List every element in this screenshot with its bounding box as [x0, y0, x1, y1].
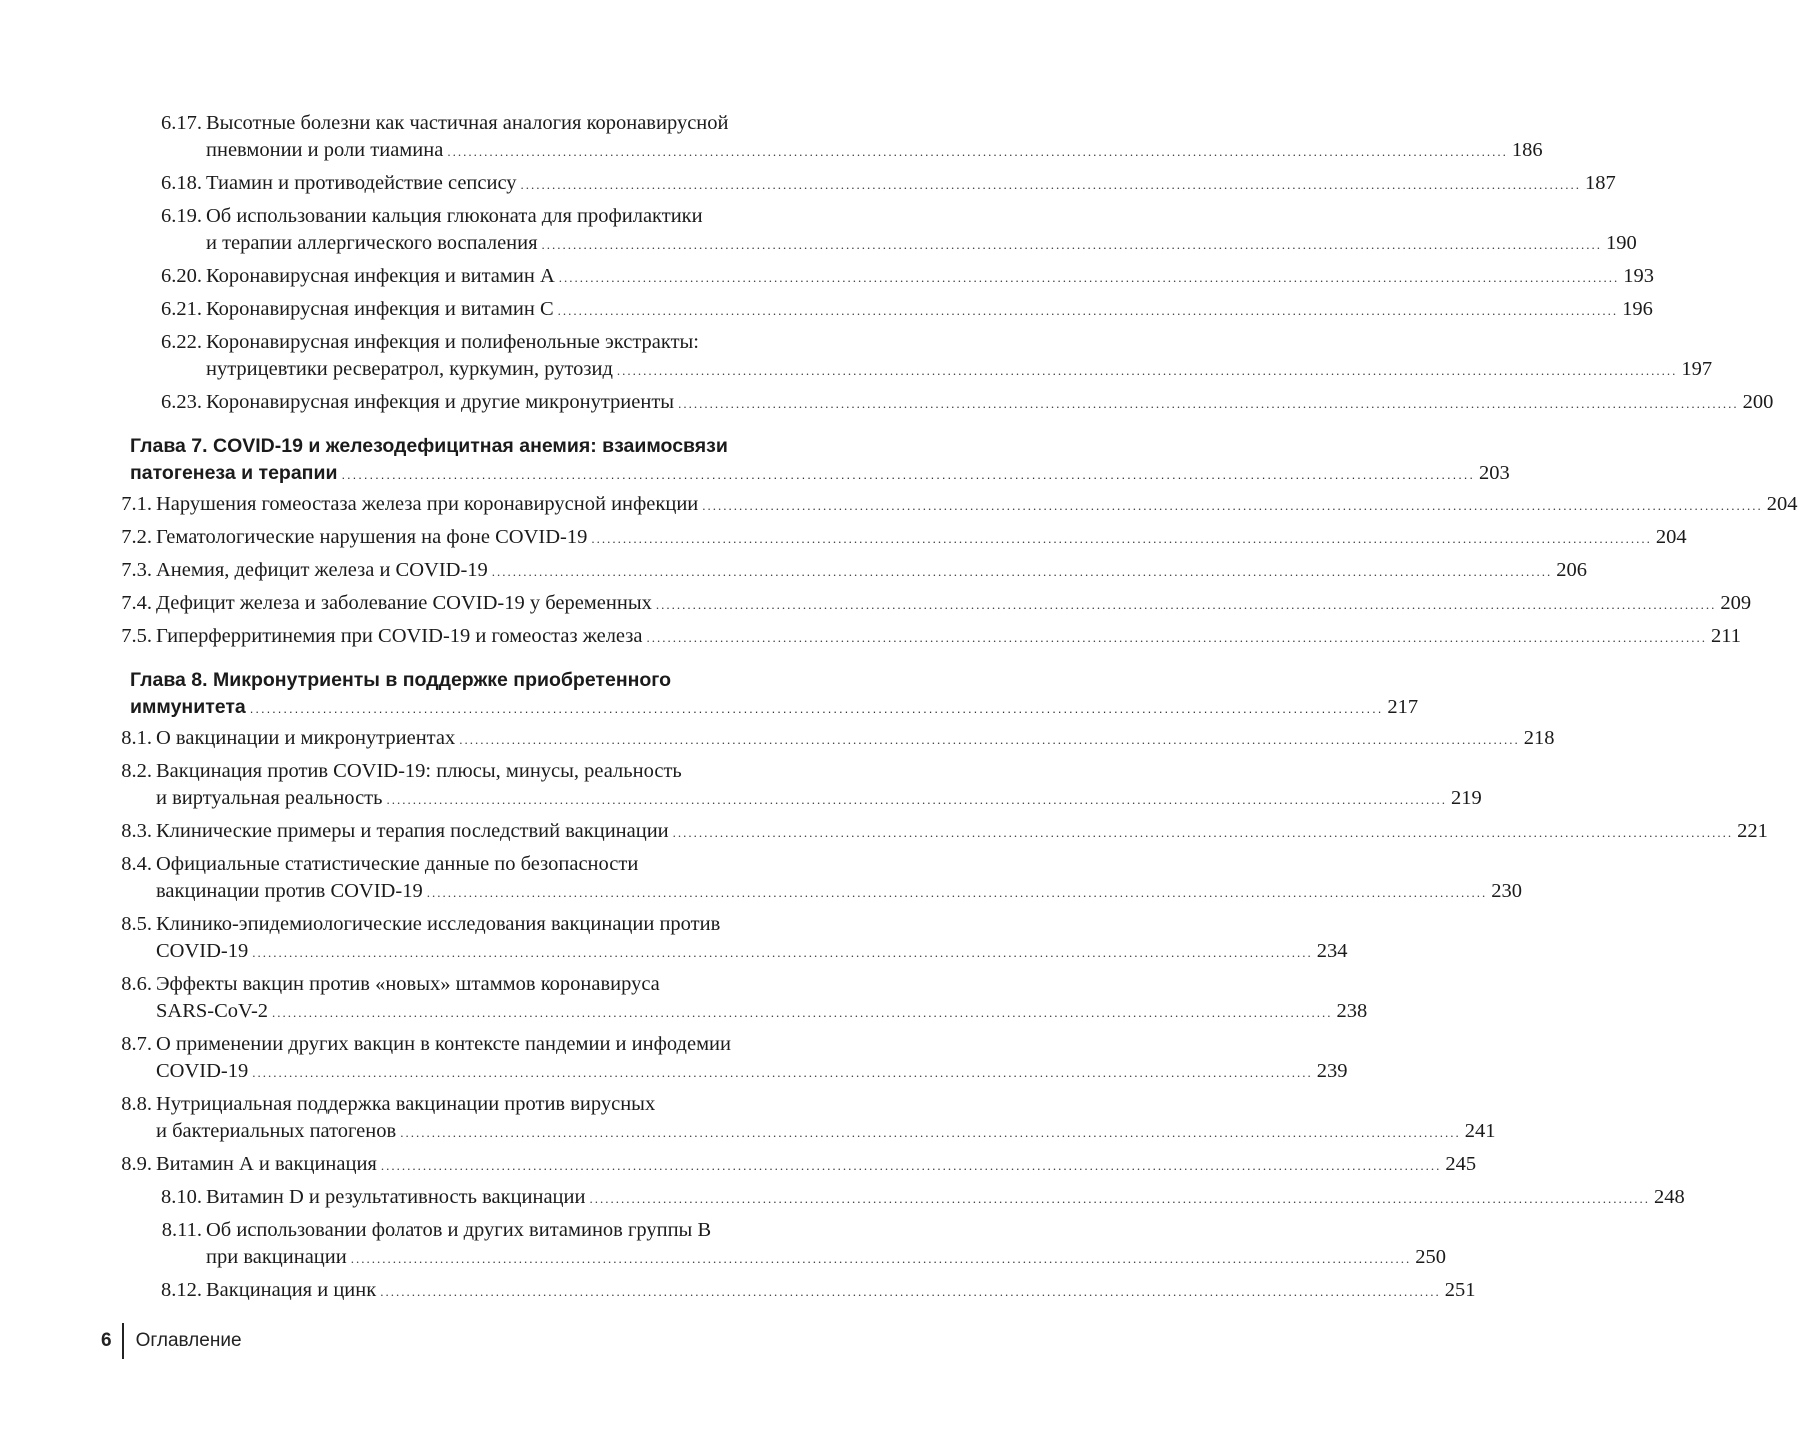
dot-leader	[559, 264, 1620, 291]
entry-page-number: 248	[1653, 1186, 1685, 1208]
entry-page-number: 219	[1450, 787, 1482, 809]
entry-number: 6.23.	[161, 391, 202, 413]
entry-leader-line	[206, 1277, 1475, 1305]
entry-title-line: Об использовании кальция глюконата для профилактики	[206, 205, 703, 227]
entry-title-text: нутрицевтики ресвератрол, куркумин, рутозид	[206, 358, 613, 380]
entry-title-text: и бактериальных патогенов	[156, 1120, 397, 1142]
dot-leader	[617, 357, 1678, 384]
dot-leader	[589, 1185, 1650, 1212]
toc-entry	[121, 1151, 1477, 1179]
dot-leader	[459, 726, 1520, 753]
entry-title-text: и терапии аллергического воспаления	[206, 232, 538, 254]
chapter-page-number: 217	[1387, 696, 1419, 718]
chapter-page-number: 203	[1479, 462, 1510, 484]
entry-page-number: 196	[1622, 298, 1653, 320]
entry-page-number: 218	[1523, 727, 1555, 749]
dot-leader	[252, 1059, 1313, 1086]
entry-title-text: вакцинации против COVID-19	[156, 880, 423, 902]
toc-entry	[121, 971, 1368, 1026]
entry-body	[156, 1151, 1476, 1179]
entry-body	[156, 623, 1741, 651]
entry-page-number: 206	[1556, 559, 1588, 581]
entry-number: 6.17.	[161, 112, 202, 134]
entry-page-number: 239	[1316, 1060, 1348, 1082]
entry-title-text: при вакцинации	[206, 1246, 347, 1268]
entry-body	[156, 971, 1367, 1026]
dot-leader	[272, 999, 1333, 1026]
dot-leader	[427, 879, 1488, 906]
entry-body	[156, 491, 1798, 519]
toc-entry	[121, 491, 1798, 519]
toc-entry	[130, 1184, 1685, 1212]
entry-page-number: 197	[1681, 358, 1713, 380]
entry-number: 8.12.	[161, 1279, 202, 1301]
entry-page-number: 186	[1511, 139, 1543, 161]
entry-body	[156, 851, 1522, 906]
entry-leader-line	[156, 725, 1554, 753]
toc-entry	[130, 110, 1543, 165]
entry-body	[206, 296, 1653, 324]
entry-number: 8.8.	[121, 1093, 152, 1115]
entry-title-line: Об использовании фолатов и других витаминов группы В	[206, 1219, 712, 1241]
entry-title-text: пневмонии и роли тиамина	[206, 139, 444, 161]
dot-leader	[250, 695, 1384, 722]
toc-entry	[130, 1277, 1476, 1305]
dot-leader	[521, 171, 1582, 198]
entry-page-number: 187	[1585, 172, 1616, 194]
entry-number: 7.5.	[121, 625, 152, 647]
entry-number: 8.1.	[121, 727, 152, 749]
page-number: 6	[101, 1330, 112, 1351]
entry-title-text: Вакцинация и цинк	[206, 1279, 377, 1301]
entry-leader-line	[206, 296, 1653, 324]
chapter-title-line: Глава 8. Микронутриенты в поддержке приобретенного	[130, 669, 672, 691]
dot-leader	[656, 591, 1717, 618]
toc-entry	[121, 725, 1555, 753]
entry-title-text: Анемия, дефицит железа и COVID-19	[156, 559, 488, 581]
entry-title-text: Клинические примеры и терапия последствий вакцинации	[156, 820, 669, 842]
entry-number: 6.22.	[161, 331, 202, 353]
entry-page-number: 209	[1720, 592, 1752, 614]
entry-body	[156, 758, 1482, 813]
entry-leader-line	[156, 998, 1367, 1026]
entry-number: 6.21.	[161, 298, 202, 320]
entry-title-line: Эффекты вакцин против «новых» штаммов коронавируса	[156, 973, 660, 995]
entry-title-text: Коронавирусная инфекция и другие микронутриенты	[206, 391, 675, 413]
entry-page-number: 241	[1464, 1120, 1496, 1142]
entry-page-number: 250	[1415, 1246, 1446, 1268]
entry-body	[156, 524, 1687, 552]
entry-body	[156, 725, 1554, 753]
entry-page-number: 200	[1742, 391, 1774, 413]
toc-entry	[121, 1031, 1348, 1086]
entry-title-line: Вакцинация против COVID-19: плюсы, минусы, реальность	[156, 760, 682, 782]
entry-title-text: Гиперферритинемия при COVID-19 и гомеостаз железа	[156, 625, 643, 647]
entry-title-text: COVID-19	[156, 940, 249, 962]
chapter-title-text: иммунитета	[130, 696, 246, 718]
entry-title-line: О применении других вакцин в контексте пандемии и инфодемии	[156, 1033, 731, 1055]
entry-number: 8.11.	[161, 1219, 202, 1241]
entry-title-line: Коронавирусная инфекция и полифенольные экстракты:	[206, 331, 700, 353]
entry-page-number: 211	[1710, 625, 1741, 647]
entry-page-number: 193	[1623, 265, 1655, 287]
entry-leader-line	[156, 878, 1522, 906]
dot-leader	[678, 390, 1739, 417]
entry-page-number: 238	[1336, 1000, 1368, 1022]
entry-body	[156, 1091, 1495, 1146]
dot-leader	[702, 492, 1763, 519]
entry-page-number: 251	[1444, 1279, 1476, 1301]
entry-title-line: Официальные статистические данные по безопасности	[156, 853, 639, 875]
entry-number: 6.18.	[161, 172, 202, 194]
entry-number: 8.3.	[121, 820, 152, 842]
dot-leader	[492, 558, 1553, 585]
entry-page-number: 221	[1737, 820, 1768, 842]
chapter-heading	[130, 667, 1419, 722]
dot-leader	[252, 939, 1313, 966]
entry-title-line: Высотные болезни как частичная аналогия коронавирусной	[206, 112, 729, 134]
entry-page-number: 204	[1766, 493, 1798, 515]
entry-body	[206, 170, 1616, 198]
dot-leader	[400, 1119, 1461, 1146]
toc-entry	[130, 203, 1637, 258]
dot-leader	[591, 525, 1652, 552]
table-of-contents	[121, 110, 1798, 1310]
entry-body	[206, 110, 1543, 165]
dot-leader	[558, 297, 1619, 324]
entry-leader-line	[156, 590, 1751, 618]
entry-title-text: COVID-19	[156, 1060, 249, 1082]
entry-title-text: Коронавирусная инфекция и витамин А	[206, 265, 555, 287]
dot-leader	[447, 138, 1508, 165]
toc-entry	[121, 851, 1522, 906]
dot-leader	[386, 786, 1447, 813]
entry-body	[206, 329, 1712, 384]
chapter-leader-line	[130, 694, 1419, 722]
toc-entry	[121, 590, 1752, 618]
entry-title-text: Коронавирусная инфекция и витамин С	[206, 298, 554, 320]
entry-title-text: Витамин D и результативность вакцинации	[206, 1186, 586, 1208]
chapter-title-text: патогенеза и терапии	[130, 462, 338, 484]
entry-title-text: Витамин А и вакцинация	[156, 1153, 377, 1175]
entry-leader-line	[206, 389, 1773, 417]
entry-number: 6.20.	[161, 265, 202, 287]
dot-leader	[542, 231, 1603, 258]
entry-leader-line	[206, 170, 1616, 198]
toc-entry	[121, 557, 1588, 585]
entry-number: 8.2.	[121, 760, 152, 782]
entry-page-number: 230	[1491, 880, 1522, 902]
toc-entry	[121, 911, 1348, 966]
entry-body	[156, 1031, 1348, 1086]
entry-body	[206, 263, 1654, 291]
entry-leader-line	[156, 785, 1482, 813]
entry-page-number: 204	[1655, 526, 1687, 548]
entry-leader-line	[156, 1118, 1495, 1146]
entry-leader-line	[156, 938, 1348, 966]
entry-number: 6.19.	[161, 205, 202, 227]
entry-leader-line	[206, 230, 1637, 258]
entry-title-text: и виртуальная реальность	[156, 787, 383, 809]
entry-body	[156, 818, 1768, 846]
entry-body	[156, 557, 1587, 585]
entry-title-text: О вакцинации и микронутриентах	[156, 727, 456, 749]
entry-title-text: Нарушения гомеостаза железа при коронавирусной инфекции	[156, 493, 699, 515]
chapter-leader-line	[130, 460, 1510, 488]
entry-number: 8.4.	[121, 853, 152, 875]
entry-body	[206, 1277, 1475, 1305]
entry-body	[206, 1184, 1685, 1212]
toc-entry	[130, 296, 1653, 324]
entry-leader-line	[206, 1244, 1446, 1272]
entry-leader-line	[156, 491, 1798, 519]
entry-page-number: 234	[1316, 940, 1348, 962]
entry-leader-line	[206, 356, 1712, 384]
dot-leader	[381, 1152, 1442, 1179]
dot-leader	[351, 1245, 1412, 1272]
entry-title-text: SARS-CoV-2	[156, 1000, 269, 1022]
chapter-heading	[130, 433, 1510, 488]
entry-number: 8.6.	[121, 973, 152, 995]
entry-leader-line	[206, 1184, 1685, 1212]
entry-page-number: 190	[1606, 232, 1637, 254]
entry-number: 8.7.	[121, 1033, 152, 1055]
entry-body	[156, 590, 1751, 618]
footer-divider	[122, 1323, 124, 1359]
entry-body	[206, 203, 1637, 258]
dot-leader	[673, 819, 1734, 846]
entry-leader-line	[206, 263, 1654, 291]
entry-title-line: Нутрициальная поддержка вакцинации против вирусных	[156, 1093, 656, 1115]
dot-leader	[341, 461, 1475, 488]
entry-leader-line	[156, 623, 1741, 651]
page-footer	[101, 1323, 242, 1359]
entry-leader-line	[156, 818, 1768, 846]
chapter-title-line: Глава 7. COVID-19 и железодефицитная анемия: взаимосвязи	[130, 435, 728, 457]
dot-leader	[646, 624, 1707, 651]
toc-entry	[121, 524, 1687, 552]
entry-number: 7.4.	[121, 592, 152, 614]
entry-number: 8.10.	[161, 1186, 202, 1208]
entry-body	[206, 1217, 1446, 1272]
entry-body	[206, 389, 1773, 417]
toc-entry	[130, 329, 1713, 384]
entry-leader-line	[156, 557, 1587, 585]
entry-number: 7.3.	[121, 559, 152, 581]
entry-title-line: Клинико-эпидемиологические исследования вакцинации против	[156, 913, 721, 935]
entry-title-text: Тиамин и противодействие сепсису	[206, 172, 517, 194]
toc-entry	[121, 818, 1768, 846]
entry-number: 8.5.	[121, 913, 152, 935]
entry-number: 7.2.	[121, 526, 152, 548]
toc-entry	[121, 623, 1741, 651]
entry-leader-line	[206, 137, 1543, 165]
entry-body	[156, 911, 1348, 966]
toc-entry	[121, 758, 1482, 813]
running-title: Оглавление	[135, 1330, 242, 1351]
entry-title-text: Гематологические нарушения на фоне COVID-19	[156, 526, 588, 548]
entry-leader-line	[156, 1151, 1476, 1179]
toc-entry	[130, 389, 1774, 417]
entry-leader-line	[156, 1058, 1348, 1086]
toc-entry	[130, 170, 1616, 198]
entry-number: 8.9.	[121, 1153, 152, 1175]
toc-entry	[130, 263, 1655, 291]
toc-entry	[121, 1091, 1496, 1146]
dot-leader	[380, 1278, 1441, 1305]
entry-number: 7.1.	[121, 493, 152, 515]
toc-entry	[130, 1217, 1446, 1272]
entry-page-number: 245	[1445, 1153, 1477, 1175]
entry-title-text: Дефицит железа и заболевание COVID-19 у беременных	[156, 592, 652, 614]
entry-leader-line	[156, 524, 1687, 552]
